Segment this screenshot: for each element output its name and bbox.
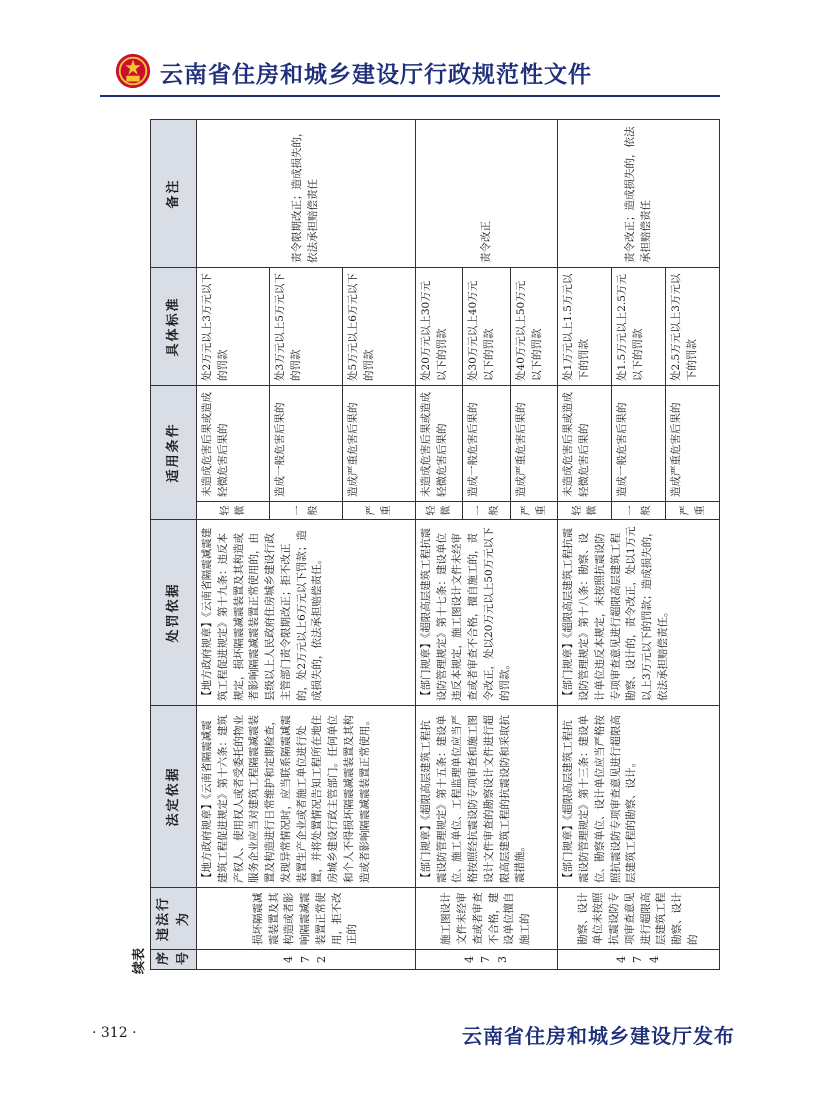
level-label: 严重 <box>666 502 720 520</box>
condition-text: 未造成危害后果或造成轻微危害后果的 <box>558 385 612 501</box>
col-header-act: 违法行为 <box>151 888 197 950</box>
rotated-table-wrapper <box>132 120 720 974</box>
standard-text: 处1.5万元以上2.5万元以下的罚款 <box>612 267 666 385</box>
penalty-table <box>150 119 720 970</box>
violation-act: 损坏隔震减震装置及其构造或者影响隔震减震装置正常使用，拒不改正的 <box>197 888 416 950</box>
condition-text: 未造成危害后果或造成轻微危害后果的 <box>197 385 270 501</box>
condition-text: 造成一般危害后果的 <box>463 385 510 501</box>
legal-basis: 【部门规章】《超限高层建筑工程抗震设防管理规定》第十五条：建设单位、施工单位、工程监理单位应当严格按照经抗震设防专项审查和施工图设计文件审查的勘察设计文件进行超限高层建筑工程的抗震设防和采取抗震措施。 <box>415 706 557 888</box>
page-title: 云南省住房和城乡建设厅行政规范性文件 <box>160 62 592 88</box>
standard-text: 处30万元以上40万元以下的罚款 <box>463 267 510 385</box>
level-label: 严重 <box>342 502 415 520</box>
col-header-penalty: 处罚依据 <box>151 520 197 706</box>
standard-text: 处3万元以上5万元以下的罚款 <box>269 267 342 385</box>
level-label: 轻微 <box>558 502 612 520</box>
condition-text: 造成严重危害后果的 <box>666 385 720 501</box>
col-header-no: 序号 <box>151 950 197 970</box>
legal-basis: 【部门规章】《超限高层建筑工程抗震设防管理规定》第十三条：建设单位、勘察单位、设计单位应当严格按照抗震设防专项审查意见进行超限高层建筑工程的勘察、设计。 <box>558 706 720 888</box>
note-text: 责令改正 <box>415 119 557 267</box>
page-number: · 312 · <box>92 1025 137 1041</box>
row-number: 474 <box>558 950 720 970</box>
penalty-basis: 【部门规章】《超限高层建筑工程抗震设防管理规定》第十七条：建设单位违反本规定，施工图设计文件未经审查或者审查不合格，擅自施工的，责令改正，处以20万元以上50万元以下的罚款。 <box>415 520 557 706</box>
row-number: 472 <box>197 950 416 970</box>
row-number: 473 <box>415 950 557 970</box>
standard-text: 处40万元以上50万元以下的罚款 <box>510 267 557 385</box>
penalty-basis: 【部门规章】《超限高层建筑工程抗震设防管理规定》第十八条：勘察、设计单位违反本规定，未按照抗震设防专项审查意见进行超限高层建筑工程勘察、设计的，责令改正，处以1万元以上3万元以下的罚款；造成损失的，依法承担赔偿责任。 <box>558 520 720 706</box>
standard-text: 处2万元以上3万元以下的罚款 <box>197 267 270 385</box>
condition-text: 未造成危害后果或造成轻微危害后果的 <box>415 385 462 501</box>
level-label: 一般 <box>463 502 510 520</box>
col-header-standard: 具体标准 <box>151 267 197 385</box>
table-caption: 续表 <box>132 947 147 974</box>
condition-text: 造成一般危害后果的 <box>612 385 666 501</box>
col-header-condition: 适用条件 <box>151 385 197 519</box>
table-row <box>415 119 462 969</box>
penalty-basis: 【地方政府规章】《云南省隔震减震建筑工程促进规定》第十九条：违反本规定，损坏隔震减震装置及其构造或者影响隔震减震装置正常使用的，由县级以上人民政府住房城乡建设行政主管部门责令限期改正；拒不改正的，处2万元以上6万元以下罚款；造成损失的，依法承担赔偿责任。 <box>197 520 416 706</box>
standard-text: 处5万元以上6万元以下的罚款 <box>342 267 415 385</box>
condition-text: 造成严重危害后果的 <box>510 385 557 501</box>
col-header-legal: 法定依据 <box>151 706 197 888</box>
table-row <box>197 119 270 969</box>
level-label: 一般 <box>269 502 342 520</box>
publisher-footer: 云南省住房和城乡建设厅发布 <box>462 1024 735 1048</box>
standard-text: 处1万元以上1.5万元以下的罚款 <box>558 267 612 385</box>
national-emblem-icon <box>114 52 152 90</box>
condition-text: 造成严重危害后果的 <box>342 385 415 501</box>
document-header <box>100 50 720 96</box>
standard-text: 处2.5万元以上3万元以下的罚款 <box>666 267 720 385</box>
table-row <box>558 119 612 969</box>
table-header-row <box>151 119 197 969</box>
note-text: 责令限期改正；造成损失的，依法承担赔偿责任 <box>197 119 416 267</box>
violation-act: 勘察、设计单位未按照抗震设防专项审查意见进行超限高层建筑工程勘察、设计的 <box>558 888 720 950</box>
level-label: 轻微 <box>415 502 462 520</box>
violation-act: 施工图设计文件未经审查或者审查不合格，建设单位擅自施工的 <box>415 888 557 950</box>
level-label: 轻微 <box>197 502 270 520</box>
level-label: 严重 <box>510 502 557 520</box>
header-divider <box>100 95 720 97</box>
legal-basis: 【地方政府规章】《云南省隔震减震建筑工程促进规定》第十六条：建筑产权人、使用权人或者受委托的物业服务企业应当对建筑工程隔震减震装置及构造进行日常维护和定期检查，发现异常情况时，应当联系隔震减震装置生产企业或者施工单位进行处置，并将处置情况告知工程所在地住房城乡建设行政主管部门。任何单位和个人不得损坏隔震减震装置及其构造或者影响隔震减震装置正常使用。 <box>197 706 416 888</box>
col-header-note: 备注 <box>151 119 197 267</box>
level-label: 一般 <box>612 502 666 520</box>
standard-text: 处20万元以上30万元以下的罚款 <box>415 267 462 385</box>
note-text: 责令改正；造成损失的，依法承担赔偿责任 <box>558 119 720 267</box>
condition-text: 造成一般危害后果的 <box>269 385 342 501</box>
